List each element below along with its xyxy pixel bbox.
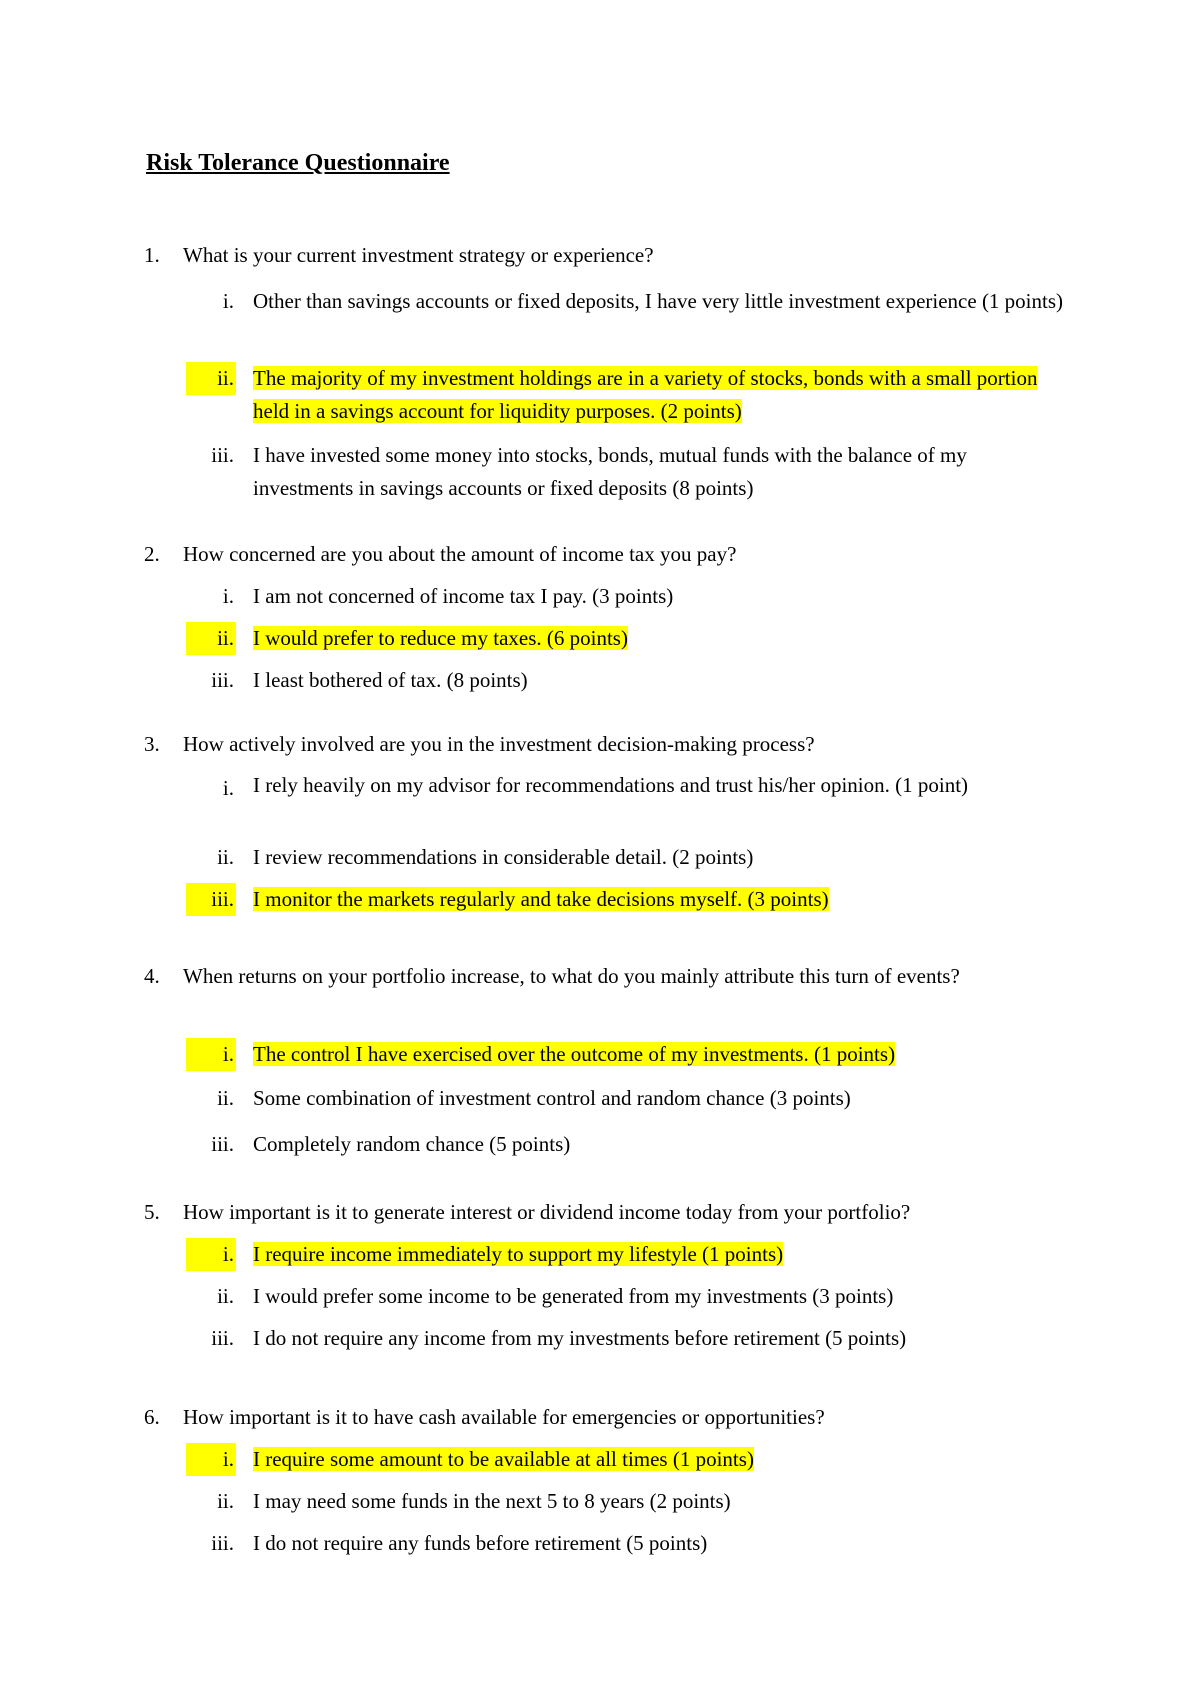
question-text: How important is it to have cash available for emergencies or opportunities? [183, 1405, 825, 1429]
option-text: I least bothered of tax. (8 points) [253, 668, 528, 692]
option-text: I have invested some money into stocks, bonds, mutual funds with the balance of my investments in savings accounts or fixed deposits (8 points) [253, 443, 967, 500]
option-numeral: iii. [211, 1531, 234, 1555]
option-numeral: iii. [211, 1326, 234, 1350]
question-2-option-iii [186, 664, 1066, 697]
question-6 [144, 1401, 1044, 1434]
option-numeral: i. [222, 776, 234, 800]
question-1-option-iii [186, 439, 1066, 505]
question-4-option-iii [186, 1128, 1066, 1161]
option-numeral: iii. [211, 1132, 234, 1156]
option-text-highlighted: I require some amount to be available at all times (1 points) [253, 1447, 754, 1471]
question-4-option-i [186, 1038, 1066, 1071]
option-text: Other than savings accounts or fixed deposits, I have very little investment experience (1 points) [253, 289, 1064, 313]
question-5 [144, 1196, 1044, 1229]
question-2-option-ii [186, 622, 1066, 655]
question-3-option-ii [186, 841, 1066, 874]
question-1-option-i [186, 285, 1066, 318]
question-1 [144, 239, 1044, 272]
option-numeral: ii. [217, 1489, 234, 1513]
question-number: 3. [144, 732, 160, 756]
option-numeral: iii. [186, 883, 236, 916]
question-3 [144, 728, 1044, 761]
option-text: I rely heavily on my advisor for recommendations and trust his/her opinion. (1 point) [253, 773, 969, 797]
option-numeral: i. [186, 1443, 236, 1476]
question-4-option-ii [186, 1082, 1066, 1115]
question-2 [144, 538, 1044, 571]
question-5-option-ii [186, 1280, 1066, 1313]
option-text: I may need some funds in the next 5 to 8 years (2 points) [253, 1489, 731, 1513]
option-text: I am not concerned of income tax I pay. (3 points) [253, 584, 674, 608]
question-number: 5. [144, 1200, 160, 1224]
question-5-option-iii [186, 1322, 1066, 1355]
question-2-option-i [186, 580, 1066, 613]
question-text: How actively involved are you in the investment decision-making process? [183, 732, 815, 756]
question-number: 2. [144, 542, 160, 566]
option-numeral: iii. [211, 668, 234, 692]
option-numeral: iii. [211, 443, 234, 467]
question-4 [144, 960, 1044, 993]
question-number: 6. [144, 1405, 160, 1429]
option-text-highlighted: The majority of my investment holdings are in a variety of stocks, bonds with a small portion held in a savings account for liquidity purposes. (2 points) [253, 366, 1038, 423]
question-number: 4. [144, 964, 160, 988]
option-numeral: i. [186, 1238, 236, 1271]
option-numeral: ii. [217, 1086, 234, 1110]
question-3-option-iii [186, 883, 1066, 916]
option-text: I review recommendations in considerable detail. (2 points) [253, 845, 754, 869]
question-3-option-i [186, 772, 1066, 799]
question-5-option-i [186, 1238, 1066, 1271]
question-text: What is your current investment strategy or experience? [183, 243, 654, 267]
option-text: I do not require any income from my investments before retirement (5 points) [253, 1326, 907, 1350]
option-numeral: ii. [217, 1284, 234, 1308]
question-6-option-iii [186, 1527, 1066, 1560]
option-numeral: ii. [186, 622, 236, 655]
option-text-highlighted: I monitor the markets regularly and take decisions myself. (3 points) [253, 887, 829, 911]
question-6-option-ii [186, 1485, 1066, 1518]
question-text: How important is it to generate interest or dividend income today from your portfolio? [183, 1200, 911, 1224]
option-numeral: ii. [217, 845, 234, 869]
question-text: How concerned are you about the amount of income tax you pay? [183, 542, 737, 566]
option-numeral: ii. [186, 362, 236, 395]
document-title: Risk Tolerance Questionnaire [146, 150, 450, 176]
option-numeral: i. [222, 584, 234, 608]
option-numeral: i. [222, 289, 234, 313]
option-text: I would prefer some income to be generated from my investments (3 points) [253, 1284, 894, 1308]
option-text-highlighted: The control I have exercised over the outcome of my investments. (1 points) [253, 1042, 896, 1066]
option-numeral: i. [186, 1038, 236, 1071]
option-text-highlighted: I require income immediately to support my lifestyle (1 points) [253, 1242, 784, 1266]
option-text: Completely random chance (5 points) [253, 1132, 571, 1156]
option-text: Some combination of investment control and random chance (3 points) [253, 1086, 851, 1110]
question-text: When returns on your portfolio increase, to what do you mainly attribute this turn of events? [183, 964, 960, 988]
question-number: 1. [144, 243, 160, 267]
question-1-option-ii [186, 362, 1066, 428]
option-text: I do not require any funds before retirement (5 points) [253, 1531, 708, 1555]
option-text-highlighted: I would prefer to reduce my taxes. (6 points) [253, 626, 628, 650]
question-6-option-i [186, 1443, 1066, 1476]
